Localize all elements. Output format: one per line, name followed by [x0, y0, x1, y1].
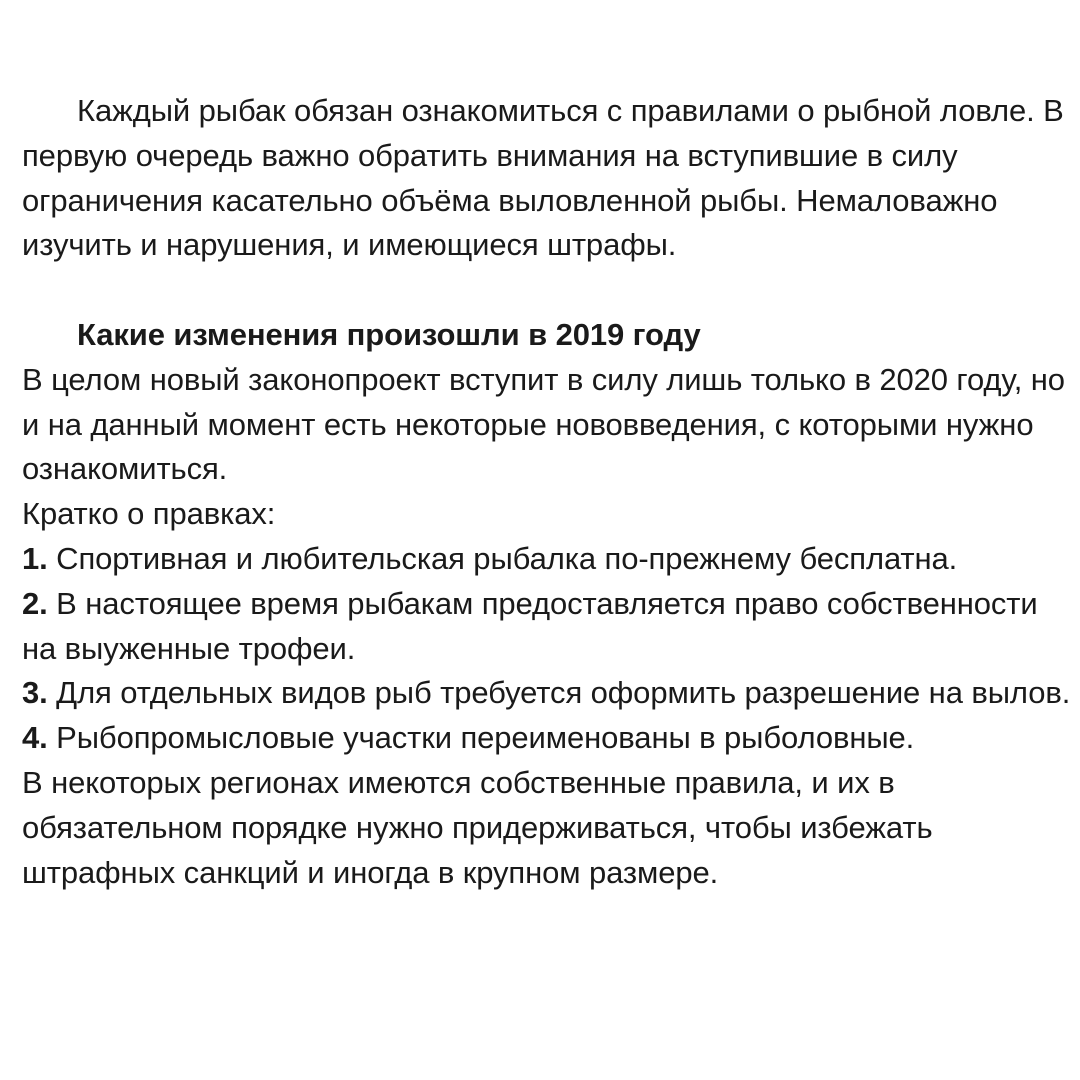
summary-paragraph: В целом новый законопроект вступит в силу лишь только в 2020 году, но и на данный момент есть некоторые нововведения, с которыми нужно ознакомиться.: [22, 361, 1065, 487]
list-item-number: 1.: [22, 540, 48, 576]
paragraph-spacer: [22, 268, 1078, 313]
list-item-number: 4.: [22, 720, 48, 756]
article-body: [22, 89, 1078, 895]
list-item-text: Для отдельных видов рыб требуется оформить разрешение на вылов.: [47, 675, 1071, 711]
list-item-number: 3.: [22, 675, 48, 711]
section-heading: Какие изменения произошли в 2019 году: [77, 316, 701, 352]
list-item-3: [22, 671, 1078, 716]
list-item-4: [22, 716, 1078, 761]
list-item-text: Рыбопромысловые участки переименованы в рыболовные.: [47, 720, 915, 756]
list-item-text: Спортивная и любительская рыбалка по-прежнему бесплатна.: [47, 540, 958, 576]
list-item-1: [22, 537, 1078, 582]
intro-paragraph: Каждый рыбак обязан ознакомиться с правилами о рыбной ловле. В первую очередь важно обратить внимания на вступившие в силу ограничения касательно объёма выловленной рыбы. Немаловажно изучить и нарушения, и имеющиеся штрафы.: [22, 93, 1064, 263]
list-item-2: [22, 582, 1078, 672]
list-item-number: 2.: [22, 585, 48, 621]
list-item-text: В настоящее время рыбакам предоставляется право собственности на выуженные трофеи.: [22, 585, 1038, 666]
closing-paragraph: В некоторых регионах имеются собственные правила, и их в обязательном порядке нужно придерживаться, чтобы избежать штрафных санкций и иногда в крупном размере.: [22, 764, 933, 890]
list-intro: Кратко о правках:: [22, 496, 276, 532]
